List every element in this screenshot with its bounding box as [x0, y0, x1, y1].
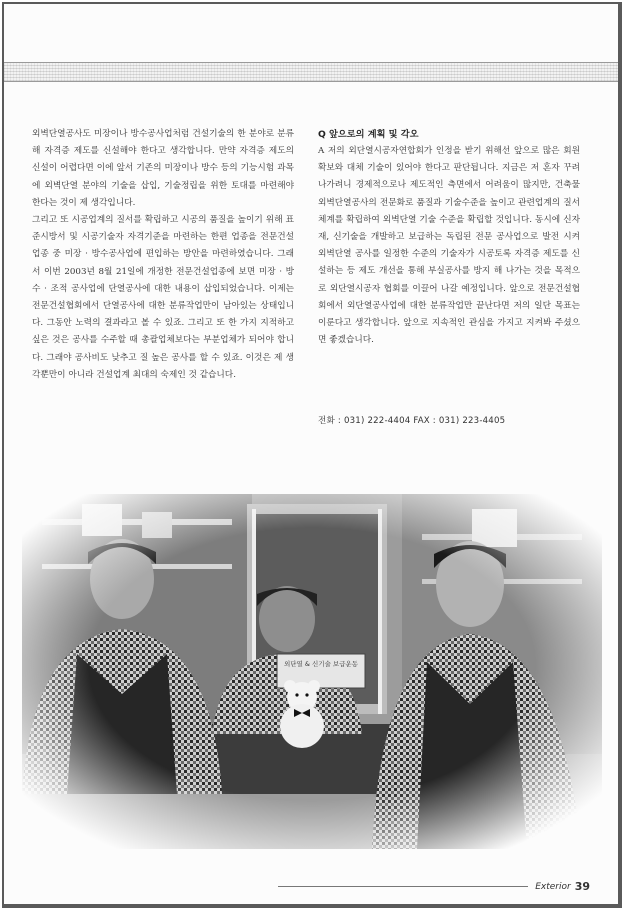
left-paragraph-1: 외벽단열공사도 미장이나 방수공사업처럼 건설기술의 한 분야로 분류해 자격증 제도를 신설해야 한다고 생각합니다. 만약 자격증 제도의 신설이 어렵다면 이에 앞서 기존의 미장이나 방수 등의 기능시험 과목에 외벽단열 분야의 기술을 삽입, 기술정립을 위한 토대를 마련해야 한다는 것이 제 생각입니다. [32, 129, 294, 208]
magazine-page [2, 2, 622, 908]
page-footer [535, 880, 590, 893]
left-text-column [32, 126, 294, 384]
magazine-name: Exterior [535, 881, 571, 892]
contact-info: 전화 : 031) 222-4404 FAX : 031) 223-4405 [318, 416, 506, 426]
left-paragraph-2: 그리고 또 시공업계의 질서를 확립하고 시공의 품질을 높이기 위해 표준시방서 및 시공기술자 자격기준을 마련하는 한편 업종을 전문건설업종 중 미장 · 방수공사업에 편입하는 방안을 마련하였습니다. 그래서 이번 2003년 8월 21일에 개정한 전문건설업종에 보면 미장 · 방수 · 조적 공사업에 단열공사에 대한 내용이 삽입되었습니다. 이제는 전문건설협회에서 단열공사에 대한 분류작업만이 남아있는 상태입니다. 그동안 노력의 결과라고 볼 수 있죠. 그리고 또 한 가지 지적하고 싶은 것은 공사를 수주할 때 총괄업체보다는 부분업체가 되어야 합니다. 그래야 공사비도 낮추고 질 높은 공사를 할 수 있죠. 이것은 제 생각뿐만이 아니라 건설업계 최대의 숙제인 것 같습니다. [32, 215, 294, 380]
section-heading: Q 앞으로의 계획 및 각오 [318, 129, 419, 140]
page-number: 39 [574, 880, 590, 893]
interview-photo [22, 494, 602, 849]
right-text-column [318, 126, 580, 349]
header-band [4, 62, 618, 82]
footer-rule [278, 886, 528, 887]
right-paragraph-1: A 저의 외단열시공자연합회가 인정을 받기 위해선 앞으로 많은 회원확보와 대체 기술이 있어야 한다고 판단됩니다. 지금은 저 혼자 꾸려나가려니 경제적으로나 제도적인 측면에서 어려움이 많지만, 건축물 외벽단열공사의 전문화로 품질과 기술수준을 높이고 관련업계의 질서 체계를 확립하여 외벽단열 기술 수준을 확립할 것입니다. 동시에 신자재, 신기술을 개발하고 보급하는 독립된 전문 공사업으로 발전 시켜 외벽단열 공사를 일정한 수준의 기술자가 시공토록 자격증 제도를 신설하는 등 제도 개선을 통해 부실공사를 방지 해 나가는 것을 목적으로 외단열시공자 협회를 이끌어 나갈 예정입니다. 앞으로 전문건설협회에서 외단열공사업에 대한 분류작업만 끝난다면 저의 일단 목표는 이룬다고 생각합니다. 앞으로 지속적인 관심을 가지고 지켜봐 주셨으면 좋겠습니다. [318, 146, 580, 346]
